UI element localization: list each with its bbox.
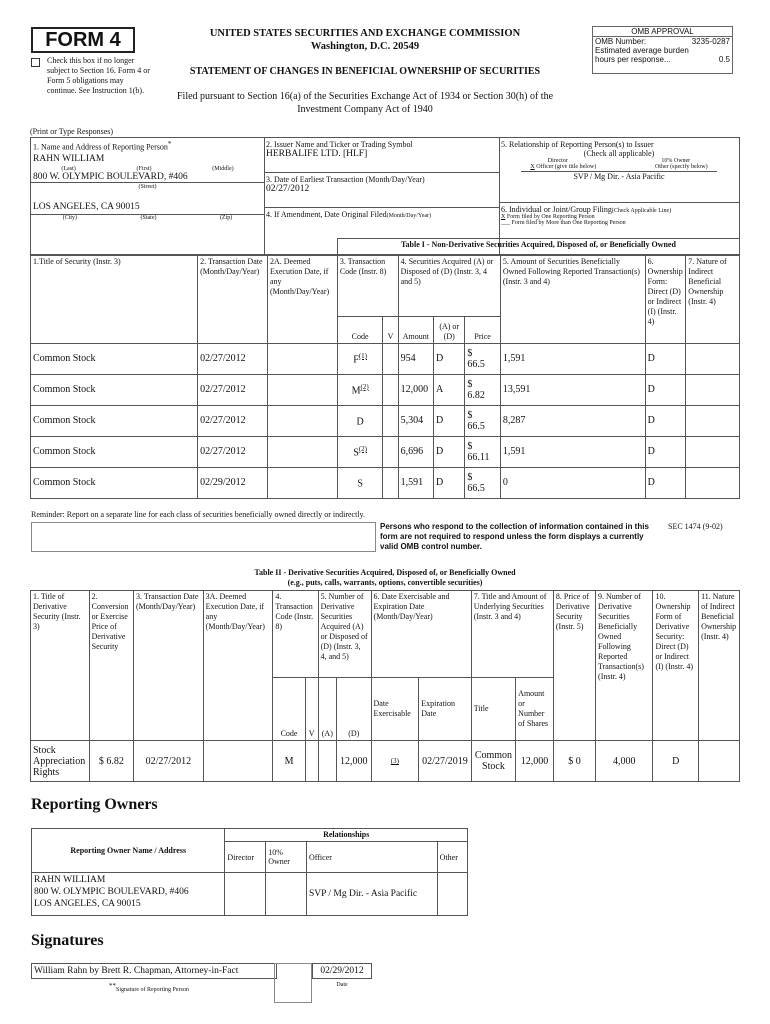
owner-line1: RAHN WILLIAM bbox=[34, 875, 106, 885]
table1-row bbox=[31, 343, 740, 374]
t1-r-deemed bbox=[267, 467, 337, 498]
table1-row bbox=[31, 374, 740, 405]
t1-r-code bbox=[337, 436, 383, 467]
no-longer-subject: Check this box if no longer subject to Section 16. Form 4 or Form 5 obligations may continue. See Instruction 1(b). bbox=[31, 56, 151, 96]
filing-sublabel: (Check Applicable Line) bbox=[611, 208, 672, 214]
owners-director: Director bbox=[225, 842, 266, 873]
reporting-owners-table bbox=[31, 828, 468, 916]
t1-r-title: Common Stock bbox=[31, 436, 198, 467]
amendment-label: 4. If Amendment, Date Original Filed bbox=[266, 210, 387, 219]
t2-h3: 3. Transaction Date (Month/Day/Year) bbox=[134, 591, 204, 741]
t2-r-date-ex[interactable]: (3) bbox=[390, 757, 399, 765]
reminder-left-box bbox=[31, 522, 376, 552]
t2-h11: 11. Nature of Indirect Beneficial Ownership (Instr. 4) bbox=[699, 591, 740, 741]
t1-r-price-value: 66.11 bbox=[467, 451, 490, 463]
table2-subtitle: (e.g., puts, calls, warrants, options, convertible securities) bbox=[287, 578, 483, 587]
t2-h10: 10. Ownership Form of Derivative Security: Direct (D) or Indirect (I) (Instr. 4) bbox=[653, 591, 699, 741]
omb-burden: 0.5 bbox=[718, 55, 730, 64]
t1-r-owned: 1,591 bbox=[500, 436, 645, 467]
t2-r-title: Stock Appreciation Rights bbox=[31, 741, 90, 782]
t2-title: Title bbox=[471, 678, 515, 741]
t1-r-date: 02/27/2012 bbox=[198, 343, 268, 374]
t1-r-nature bbox=[686, 405, 740, 436]
t1-h2a: 2A. Deemed Execution Date, if any (Month/Day/Year) bbox=[267, 255, 337, 343]
middle-label: (Middle) bbox=[212, 165, 234, 172]
owner-line2: 800 W. OLYMPIC BOULEVARD, #406 bbox=[34, 887, 189, 897]
t1-r-ad: D bbox=[434, 467, 465, 498]
t2-amount: Amount or Number of Shares bbox=[516, 678, 554, 741]
t1-r-price-value: 66.5 bbox=[467, 420, 485, 432]
t2-h8: 8. Price of Derivative Security (Instr. 5) bbox=[553, 591, 595, 741]
signature-star: ** bbox=[109, 982, 116, 990]
t1-r-code bbox=[337, 405, 383, 436]
signature-date: 02/29/2012 bbox=[312, 963, 372, 979]
t1-r-price-symbol: $ bbox=[467, 409, 473, 421]
filed-pursuant: Filed pursuant to Section 16(a) of the Securities Exchange Act of 1934 or Section 30(h) of the Investment Company Act of 1940 bbox=[176, 91, 554, 115]
city-label: (City) bbox=[62, 214, 78, 221]
t1-h3: 3. Transaction Code (Instr. 8) bbox=[337, 255, 398, 316]
statement-title: STATEMENT OF CHANGES IN BENEFICIAL OWNERSHIP OF SECURITIES bbox=[189, 66, 541, 77]
t1-r-footnote-link[interactable]: (2) bbox=[358, 444, 367, 453]
t1-r-price bbox=[465, 343, 500, 374]
agency-block bbox=[155, 27, 575, 53]
t1-r-owned: 0 bbox=[500, 467, 645, 498]
signature-label: Signature of Reporting Person bbox=[116, 987, 189, 993]
t1-h4: 4. Securities Acquired (A) or Disposed of (D) (Instr. 3, 4 and 5) bbox=[398, 255, 500, 316]
t1-r-deemed bbox=[267, 436, 337, 467]
t1-r-v bbox=[383, 436, 398, 467]
t1-r-ad: D bbox=[434, 343, 465, 374]
t1-v: V bbox=[383, 316, 398, 343]
t2-r-exp: 02/27/2019 bbox=[419, 741, 472, 782]
t1-r-price bbox=[465, 374, 500, 405]
t1-r-date: 02/27/2012 bbox=[198, 436, 268, 467]
zip-label: (Zip) bbox=[219, 214, 233, 221]
t1-r-price-value: 6.82 bbox=[467, 389, 485, 401]
earliest-date: 02/27/2012 bbox=[266, 184, 310, 194]
t1-r-v bbox=[383, 405, 398, 436]
t2-h7: 7. Title and Amount of Underlying Securities (Instr. 3 and 4) bbox=[471, 591, 553, 678]
t2-r-owned: 4,000 bbox=[596, 741, 653, 782]
one-person-mark: X bbox=[501, 214, 506, 220]
t1-r-amount: 12,000 bbox=[398, 374, 433, 405]
first-label: (First) bbox=[136, 165, 152, 172]
table-2 bbox=[30, 590, 740, 782]
t1-r-code-value: D bbox=[356, 416, 364, 428]
t1-r-form: D bbox=[645, 374, 686, 405]
t1-r-date: 02/29/2012 bbox=[198, 467, 268, 498]
t2-r-date: 02/27/2012 bbox=[134, 741, 204, 782]
t1-r-owned: 13,591 bbox=[500, 374, 645, 405]
t1-h7: 7. Nature of Indirect Beneficial Ownership (Instr. 4) bbox=[686, 255, 740, 343]
t2-r-d: 12,000 bbox=[337, 741, 372, 782]
table1-row bbox=[31, 467, 740, 498]
t1-r-price bbox=[465, 467, 500, 498]
persons-notice: Persons who respond to the collection of information contained in this form are not required to respond unless the form displays a currently valid OMB control number. bbox=[380, 522, 649, 551]
t1-r-owned: 1,591 bbox=[500, 343, 645, 374]
agency-name: UNITED STATES SECURITIES AND EXCHANGE COMMISSION bbox=[209, 28, 521, 39]
table1-title: Table I - Non-Derivative Securities Acquired, Disposed of, or Beneficially Owned bbox=[337, 239, 739, 256]
t2-v: V bbox=[305, 678, 318, 741]
t1-r-price bbox=[465, 436, 500, 467]
t1-h2: 2. Transaction Date (Month/Day/Year) bbox=[198, 255, 268, 343]
t1-price: Price bbox=[465, 316, 500, 343]
t2-r-p8: $ 0 bbox=[553, 741, 595, 782]
multi-person-option[interactable]: Form filed by More than One Reporting Person bbox=[511, 220, 626, 226]
signatures-heading: Signatures bbox=[31, 932, 104, 949]
one-person-option[interactable]: Form filed by One Reporting Person bbox=[506, 214, 595, 220]
officer-option[interactable] bbox=[530, 164, 596, 170]
t1-r-date: 02/27/2012 bbox=[198, 405, 268, 436]
signature-name: William Rahn by Brett R. Chapman, Attorney-in-Fact bbox=[31, 963, 277, 979]
t1-h1: 1.Title of Security (Instr. 3) bbox=[31, 255, 198, 343]
t1-r-code-value: F bbox=[353, 354, 359, 366]
t1-r-code-value: M bbox=[351, 385, 361, 397]
t2-d: (D) bbox=[337, 678, 372, 741]
owners-other: Other bbox=[437, 842, 467, 873]
signature-date-label: Date bbox=[336, 982, 348, 988]
t1-r-price-value: 66.5 bbox=[467, 482, 485, 494]
t1-r-footnote-link[interactable]: (2) bbox=[360, 382, 369, 391]
street-label: (Street) bbox=[31, 182, 264, 190]
t1-code: Code bbox=[337, 316, 383, 343]
t2-h5: 5. Number of Derivative Securities Acquired (A) or Disposed of (D) (Instr. 3, 4, and 5) bbox=[318, 591, 371, 678]
reporter-label: 1. Name and Address of Reporting Person bbox=[33, 142, 168, 152]
t2-r-utitle: Common Stock bbox=[471, 741, 515, 782]
t1-r-price-symbol: $ bbox=[467, 378, 473, 390]
t1-r-price-symbol: $ bbox=[467, 347, 473, 359]
t2-code: Code bbox=[273, 678, 305, 741]
t1-r-v bbox=[383, 374, 398, 405]
t1-r-nature bbox=[686, 374, 740, 405]
officer-mark: X bbox=[530, 164, 535, 170]
issuer-name: HERBALIFE LTD. [HLF] bbox=[266, 149, 368, 159]
t1-r-code bbox=[337, 467, 383, 498]
t2-r-price: $ 6.82 bbox=[89, 741, 133, 782]
agency-location: Washington, D.C. 20549 bbox=[310, 41, 420, 52]
owner-name-addr-label: Reporting Owner Name / Address bbox=[32, 829, 225, 873]
t1-r-price-symbol: $ bbox=[467, 471, 473, 483]
relationships-label: Relationships bbox=[225, 829, 468, 842]
t2-r-uamount: 12,000 bbox=[516, 741, 554, 782]
t1-r-ad: D bbox=[434, 405, 465, 436]
t1-r-title: Common Stock bbox=[31, 467, 198, 498]
omb-number: 3235-0287 bbox=[691, 37, 730, 46]
t1-r-owned: 8,287 bbox=[500, 405, 645, 436]
table2-row bbox=[31, 741, 740, 782]
t1-r-code-value: S bbox=[353, 447, 359, 459]
omb-title: OMB APPROVAL bbox=[593, 27, 732, 37]
t1-r-form: D bbox=[645, 405, 686, 436]
t1-r-v bbox=[383, 343, 398, 374]
issuer-label: 2. Issuer Name and Ticker or Trading Symbol bbox=[266, 140, 413, 149]
signature-gap-box bbox=[274, 963, 312, 1003]
reporter-footnote: * bbox=[167, 140, 172, 148]
t2-r-code: M bbox=[273, 741, 305, 782]
ten-pct-option[interactable]: 10% Owner bbox=[661, 158, 691, 164]
reporter-street: 800 W. OLYMPIC BOULEVARD, #406 bbox=[33, 171, 188, 182]
t1-r-title: Common Stock bbox=[31, 405, 198, 436]
table1-row bbox=[31, 405, 740, 436]
t2-h6: 6. Date Exercisable and Expiration Date (Month/Day/Year) bbox=[371, 591, 471, 678]
signature-date-block bbox=[312, 963, 372, 988]
omb-burden-label: Estimated average burden hours per response... bbox=[595, 46, 689, 64]
form-title: FORM 4 bbox=[45, 29, 121, 51]
other-option[interactable]: Other (specify below) bbox=[654, 164, 708, 170]
t1-r-nature bbox=[686, 467, 740, 498]
t1-amount: Amount bbox=[398, 316, 433, 343]
form-title-box bbox=[31, 27, 135, 53]
t1-h5: 5. Amount of Securities Beneficially Owned Following Reported Transaction(s) (Instr. 3 and 4) bbox=[500, 255, 645, 343]
t1-r-ad: A bbox=[434, 374, 465, 405]
t1-r-amount: 6,696 bbox=[398, 436, 433, 467]
amendment-sublabel: (Month/Day/Year) bbox=[386, 213, 432, 219]
t2-date-ex: Date Exercisable bbox=[371, 678, 419, 741]
t1-r-code bbox=[337, 343, 383, 374]
director-option[interactable]: Director bbox=[547, 158, 568, 164]
table2-title: Table II - Derivative Securities Acquired, Disposed of, or Beneficially Owned bbox=[254, 568, 516, 577]
reminder-text: Reminder: Report on a separate line for each class of securities beneficially owned directly or indirectly. bbox=[31, 510, 366, 519]
table2-title-block bbox=[30, 568, 740, 588]
t1-r-code bbox=[337, 374, 383, 405]
t2-h1: 1. Title of Derivative Security (Instr. 3) bbox=[31, 591, 90, 741]
t1-r-title: Common Stock bbox=[31, 374, 198, 405]
reporting-owners-heading: Reporting Owners bbox=[31, 796, 158, 813]
officer-title: SVP / Mg Dir. - Asia Pacific bbox=[521, 171, 717, 181]
state-label: (State) bbox=[140, 214, 157, 221]
t1-r-nature bbox=[686, 343, 740, 374]
omb-approval-box bbox=[592, 26, 733, 74]
t1-r-price bbox=[465, 405, 500, 436]
t1-r-deemed bbox=[267, 343, 337, 374]
check-all-label: (Check all applicable) bbox=[583, 149, 655, 158]
top-grid: 1. Name and Address of Reporting Person* RAHN WILLIAM (Last) (First) (Middle) 800 W. OLYMPIC BOULEVARD, #406 (Street) LOS ANGELES, CA 90015 (City) (State) (Zip) 2. Issuer Name and Ticker or Trading Symbol HERBALIFE LTD. [HLF] 3. Date of Earliest Transaction (Month/Day/Year) 02/27/2012 4. If Amendment, Date Original Filed(Month/Day/Year) 5. Relationship of Reporting Person(s) to Issuer (Check all applicable) Director 10% Owner X Officer (give title below) Other (specify below) SVP / Mg Dir. - Asia Pacific 6. Individual or Joint/Group Filing(Check Applicable Line) X Form filed by One Reporting Person ___ Form filed by More than One Reporting Person bbox=[30, 137, 740, 255]
t1-r-date: 02/27/2012 bbox=[198, 374, 268, 405]
owners-officer: Officer bbox=[306, 842, 437, 873]
t2-h3a: 3A. Deemed Execution Date, if any (Month/Day/Year) bbox=[203, 591, 273, 741]
t1-r-deemed bbox=[267, 374, 337, 405]
table-1 bbox=[30, 238, 740, 499]
t1-r-amount: 954 bbox=[398, 343, 433, 374]
no-longer-subject-checkbox[interactable] bbox=[31, 58, 40, 67]
last-label: (Last) bbox=[61, 165, 76, 172]
t1-r-form: D bbox=[645, 343, 686, 374]
t1-r-form: D bbox=[645, 467, 686, 498]
t1-r-price-symbol: $ bbox=[467, 440, 473, 452]
t1-r-deemed bbox=[267, 405, 337, 436]
t1-r-footnote-link[interactable]: (1) bbox=[358, 351, 367, 360]
owners-ten: 10% Owner bbox=[266, 842, 307, 873]
print-type: (Print or Type Responses) bbox=[30, 127, 114, 136]
t1-r-form: D bbox=[645, 436, 686, 467]
t1-r-title: Common Stock bbox=[31, 343, 198, 374]
t1-r-nature bbox=[686, 436, 740, 467]
t1-r-v bbox=[383, 467, 398, 498]
reporter-name: RAHN WILLIAM bbox=[33, 153, 105, 164]
omb-number-label: OMB Number: bbox=[595, 37, 647, 46]
t2-h9: 9. Number of Derivative Securities Beneficially Owned Following Reported Transaction(s) (Instr. 4) bbox=[596, 591, 653, 741]
sec-number: SEC 1474 (9-02) bbox=[668, 522, 723, 531]
t1-r-ad: D bbox=[434, 436, 465, 467]
t1-h6: 6. Ownership Form: Direct (D) or Indirect (I) (Instr. 4) bbox=[645, 255, 686, 343]
owner-address bbox=[32, 873, 225, 916]
t2-h2: 2. Conversion or Exercise Price of Derivative Security bbox=[89, 591, 133, 741]
t1-r-price-value: 66.5 bbox=[467, 358, 485, 370]
t2-a: (A) bbox=[318, 678, 336, 741]
t2-h4: 4. Transaction Code (Instr. 8) bbox=[273, 591, 318, 678]
owner-line3: LOS ANGELES, CA 90015 bbox=[34, 899, 141, 909]
t1-aord: (A) or (D) bbox=[434, 316, 465, 343]
earliest-date-label: 3. Date of Earliest Transaction (Month/Day/Year) bbox=[266, 175, 425, 184]
relationship-label: 5. Relationship of Reporting Person(s) to Issuer bbox=[501, 140, 654, 149]
t2-r-form: D bbox=[653, 741, 699, 782]
t1-r-amount: 5,304 bbox=[398, 405, 433, 436]
t2-exp: Expiration Date bbox=[419, 678, 472, 741]
officer-option-label: Officer (give title below) bbox=[536, 164, 597, 170]
t1-r-code-value: S bbox=[357, 478, 363, 490]
owner-officer-value: SVP / Mg Dir. - Asia Pacific bbox=[306, 873, 437, 916]
t1-r-amount: 1,591 bbox=[398, 467, 433, 498]
filing-label: 6. Individual or Joint/Group Filing bbox=[501, 205, 612, 214]
reporter-city: LOS ANGELES, CA 90015 bbox=[33, 201, 140, 212]
table1-row bbox=[31, 436, 740, 467]
